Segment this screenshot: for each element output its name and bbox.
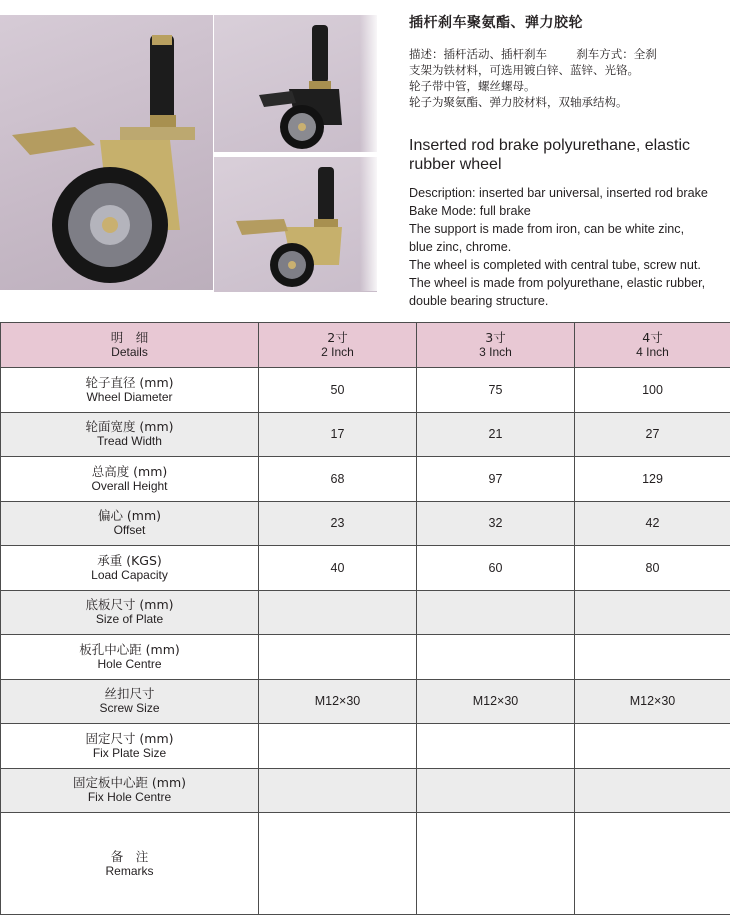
caster-wheel-illustration [0,15,213,290]
row-label [1,590,259,635]
table-row [1,635,730,680]
row-label-en: Wheel Diameter [86,389,173,404]
cell-value [259,590,417,635]
row-label-en: Remarks [105,863,154,878]
cell-value: M12×30 [417,679,575,724]
header-col-cn: 2寸 [327,330,348,345]
row-label [1,768,259,813]
header-col-en: 4 Inch [636,345,669,359]
row-label-cn: 固定尺寸 (mm) [85,730,174,746]
row-label [1,501,259,546]
cell-value: 97 [417,457,575,502]
cell-value: 100 [575,368,730,413]
cell-value: 75 [417,368,575,413]
cell-value [259,768,417,813]
table-row [1,768,730,813]
cell-value [575,635,730,680]
cell-value: M12×30 [259,679,417,724]
cell-value [259,724,417,769]
cell-value [575,768,730,813]
cell-value: 60 [417,546,575,591]
row-label [1,679,259,724]
row-label-cn: 承重 (KGS) [97,552,162,568]
cell-value: 80 [575,546,730,591]
caster-wheel-side-illustration [214,157,377,292]
row-label-en: Load Capacity [91,567,168,582]
caster-photo-large [0,15,213,290]
cell-value: 32 [417,501,575,546]
cell-value [575,813,730,915]
cell-value: 27 [575,412,730,457]
row-label-en: Hole Centre [97,656,162,671]
table-row [1,501,730,546]
product-description-cn: 描述：插杆活动、插杆刹车 刹车方式：全刹 支架为铁材料，可选用镀白锌、蓝锌、光铬。 轮子带中管，螺丝螺母。 轮子为聚氨酯、弹力胶材料，双轴承结构。 [409,47,657,109]
header-details-cn: 明 细 [110,330,149,345]
row-label [1,368,259,413]
spec-table [0,322,730,915]
header-2-inch [259,323,417,368]
row-label-en: Size of Plate [95,612,164,627]
cell-value: 40 [259,546,417,591]
product-description-en: Description: inserted bar universal, inserted rod brake Bake Mode: full brake The support is made from iron, can be white zinc, blue zinc, chrome. The wheel is completed with central tube, screw nut. The wheel is made from polyurethane, elastic rubber, double bearing structure. [409,186,708,308]
row-label-cn: 总高度 (mm) [91,463,168,479]
cell-value: 23 [259,501,417,546]
table-row [1,679,730,724]
cell-value [417,813,575,915]
cell-value [417,590,575,635]
table-row [1,724,730,769]
spec-table-header [1,323,730,368]
row-label-cn: 固定板中心距 (mm) [72,775,187,791]
cell-value: 21 [417,412,575,457]
row-label-en: Fix Hole Centre [87,790,172,805]
cell-value [417,635,575,680]
header-col-cn: 3寸 [485,330,506,345]
row-label-cn: 备 注 [110,848,149,864]
cell-value: 17 [259,412,417,457]
header-details [1,323,259,368]
row-label [1,457,259,502]
caster-photo-bottom-right [213,155,377,292]
caster-photo-top-right [213,15,377,152]
row-label-cn: 丝扣尺寸 [104,686,155,702]
product-description [409,12,730,310]
row-label-en: Tread Width [97,434,162,449]
product-title-cn: 插杆刹车聚氨酯、弹力胶轮 [409,15,583,31]
table-row [1,368,730,413]
cell-value [417,768,575,813]
cell-value: 42 [575,501,730,546]
product-photos [0,0,385,293]
cell-value [575,590,730,635]
row-label [1,813,259,915]
cell-value [259,813,417,915]
row-label-cn: 轮子直径 (mm) [85,374,174,390]
row-label [1,546,259,591]
row-label-en: Screw Size [99,701,160,716]
table-row [1,590,730,635]
photo-fade-edge [360,15,385,291]
cell-value [417,724,575,769]
row-label-en: Offset [113,523,146,538]
row-label-cn: 偏心 (mm) [97,508,162,524]
cell-value: 129 [575,457,730,502]
table-row [1,412,730,457]
row-label-cn: 轮面宽度 (mm) [85,419,174,435]
table-row [1,546,730,591]
product-title-en: Inserted rod brake polyurethane, elastic rubber wheel [409,137,691,173]
row-label-cn: 板孔中心距 (mm) [79,641,180,657]
row-label-cn: 底板尺寸 (mm) [85,597,174,613]
row-label [1,635,259,680]
table-row-remarks [1,813,730,915]
header-details-en: Details [111,345,148,359]
cell-value: 50 [259,368,417,413]
row-label-en: Overall Height [91,478,168,493]
header-3-inch [417,323,575,368]
header-col-cn: 4寸 [642,330,663,345]
cell-value [575,724,730,769]
header-4-inch [575,323,730,368]
header-col-en: 2 Inch [321,345,354,359]
cell-value [259,635,417,680]
cell-value: M12×30 [575,679,730,724]
cell-value: 68 [259,457,417,502]
row-label-en: Fix Plate Size [92,745,167,760]
row-label [1,724,259,769]
table-row [1,457,730,502]
header-col-en: 3 Inch [479,345,512,359]
caster-wheel-small-illustration [214,15,377,152]
row-label [1,412,259,457]
